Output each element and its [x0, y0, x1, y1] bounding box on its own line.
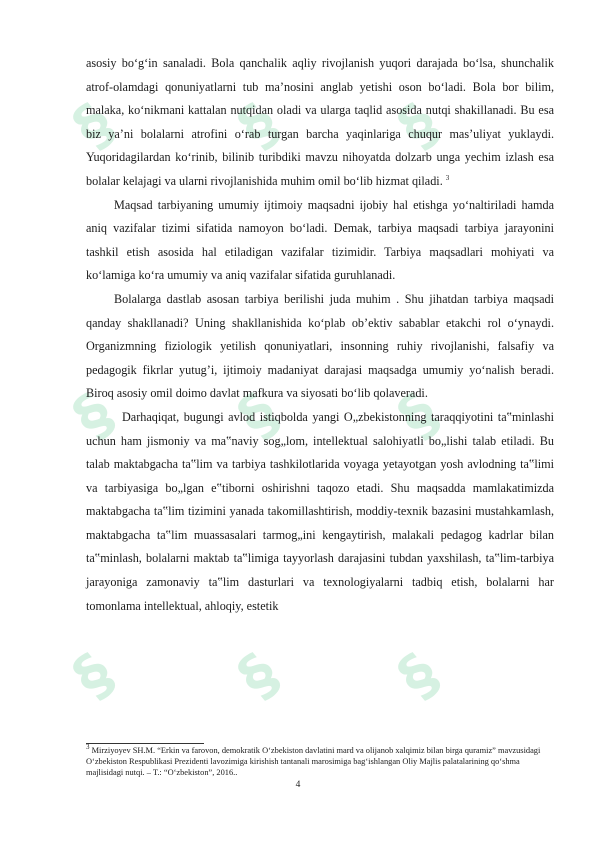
page-number: 4 [295, 780, 301, 790]
footnote-reference: 3 [445, 173, 450, 182]
paragraph-1: asosiy bo‘g‘in sanaladi. Bola qanchalik aqliy rivojlanish yuqori darajada bo‘lsa, shunchalik atrof-olamdagi qonuniyatlarni tub ma’nosini anglab yetishi oson bo‘ladi. Bola bor bilim, malaka, ko‘nikmani kattalan nutqidan oladi va ularga taqlid asosida nutqi shakillanadi. Bu esa biz ya’ni bolalarni atrofini o‘rab turgan barcha yaqinlariga chuqur mas’uliyat yuklaydi. Yuqoridagilardan ko‘rinib, bilinib turibdiki mavzu nihoyatda dolzarb unga yechim izlash esa bolalar kelajagi va ularni rivojlanishida muhim omil bo‘lib hizmat qiladi. $^3$ [86, 56, 554, 188]
footnote-marker: 3 [86, 743, 90, 752]
watermark-glyph: § [60, 639, 127, 711]
footnote-text: Mirziyoyev SH.M. “Erkin va farovon, demokratik O‘zbekiston davlatini mard va olijanob xalqimiz bilan birga quramiz” mavzusidagi O‘zbekiston Respublikasi Prezidenti lavozimiga kirishish tantanali marosimiga bag‘ishlangan Oliy Majlis palatalarining qo‘shma majlisidagi nutqi. – T.: “O‘zbekiston”, 2016.. [86, 746, 541, 777]
watermark-glyph: § [60, 379, 127, 451]
paragraph-3: Bolalarga dastlab asosan tarbiya berilishi juda muhim . Shu jihatdan tarbiya maqsadi qanday shakllanadi? Uning shakllanishida ko‘plab ob’ektiv sabablar etakchi rol o‘ynaydi. Organizmning fiziologik yetilish qonuniyatlari, insonning ruhiy rivojlanishi, falsafiy va pedagogik fikrlar yutug’i, ijtimoiy madaniyat darajasi maqsadga umumiy yo‘nalish beradi. Biroq asosiy omil doimo davlat mafkura va siyosati bo‘lib qolaveradi. [86, 291, 554, 401]
paragraph-2: Maqsad tarbiyaning umumiy ijtimoiy maqsadni ijobiy hal etishga yo‘naltiriladi hamda aniq vazifalar tizimi sifatida namoyon bo‘ladi. Demak, tarbiya maqsadi tarbiya jarayonini tashkil etish asosida hal etiladigan vazifalar tizimidir. Tarbiya maqsadlari mohiyati va ko‘lamiga ko‘ra umumiy va aniq vazifalar sifatida guruhlanadi. [86, 197, 554, 283]
footnote [86, 745, 546, 778]
paragraph-4: Darhaqiqat, bugungi avlod istiqbolda yangi O„zbekistonning taraqqiyotini ta‟minlashi uchun ham jismoniy va ma‟naviy sog„lom, intellektual salohiyatli bo„lishi talab etiladi. Bu talab maktabgacha ta‟lim va tarbiya tashkilotlarida voyaga yetayotgan yosh avlodning ta‟limi va tarbiyasiga bo„lgan e‟tiborni oshirishni taqozo etadi. Shu maqsadda mamlakatimizda maktabgacha ta‟lim tizimini yanada takomillashtirish, moddiy-texnik bazasini mustahkamlash, maktabgacha ta‟lim muassasalari tarmog„ini kengaytirish, malakali pedagog kadrlar bilan ta‟minlash, bolalarni maktab ta‟limiga tayyorlash darajasini tubdan yaxshilash, ta‟lim-tarbiya jarayoniga zamonaviy ta‟lim dasturlari va texnologiyalarni tadbiq etish, bolalarni har tomonlama intellektual, ahloqiy, estetik [86, 409, 554, 613]
watermark-glyph: § [385, 89, 452, 161]
watermark-glyph: § [385, 639, 452, 711]
watermark-glyph: § [60, 89, 127, 161]
watermark-glyph: § [385, 379, 452, 451]
watermark-glyph: § [225, 639, 292, 711]
document-page-body [86, 52, 554, 618]
watermark-glyph: § [225, 89, 292, 161]
footnote-divider [86, 743, 204, 744]
watermark-glyph: § [225, 379, 292, 451]
